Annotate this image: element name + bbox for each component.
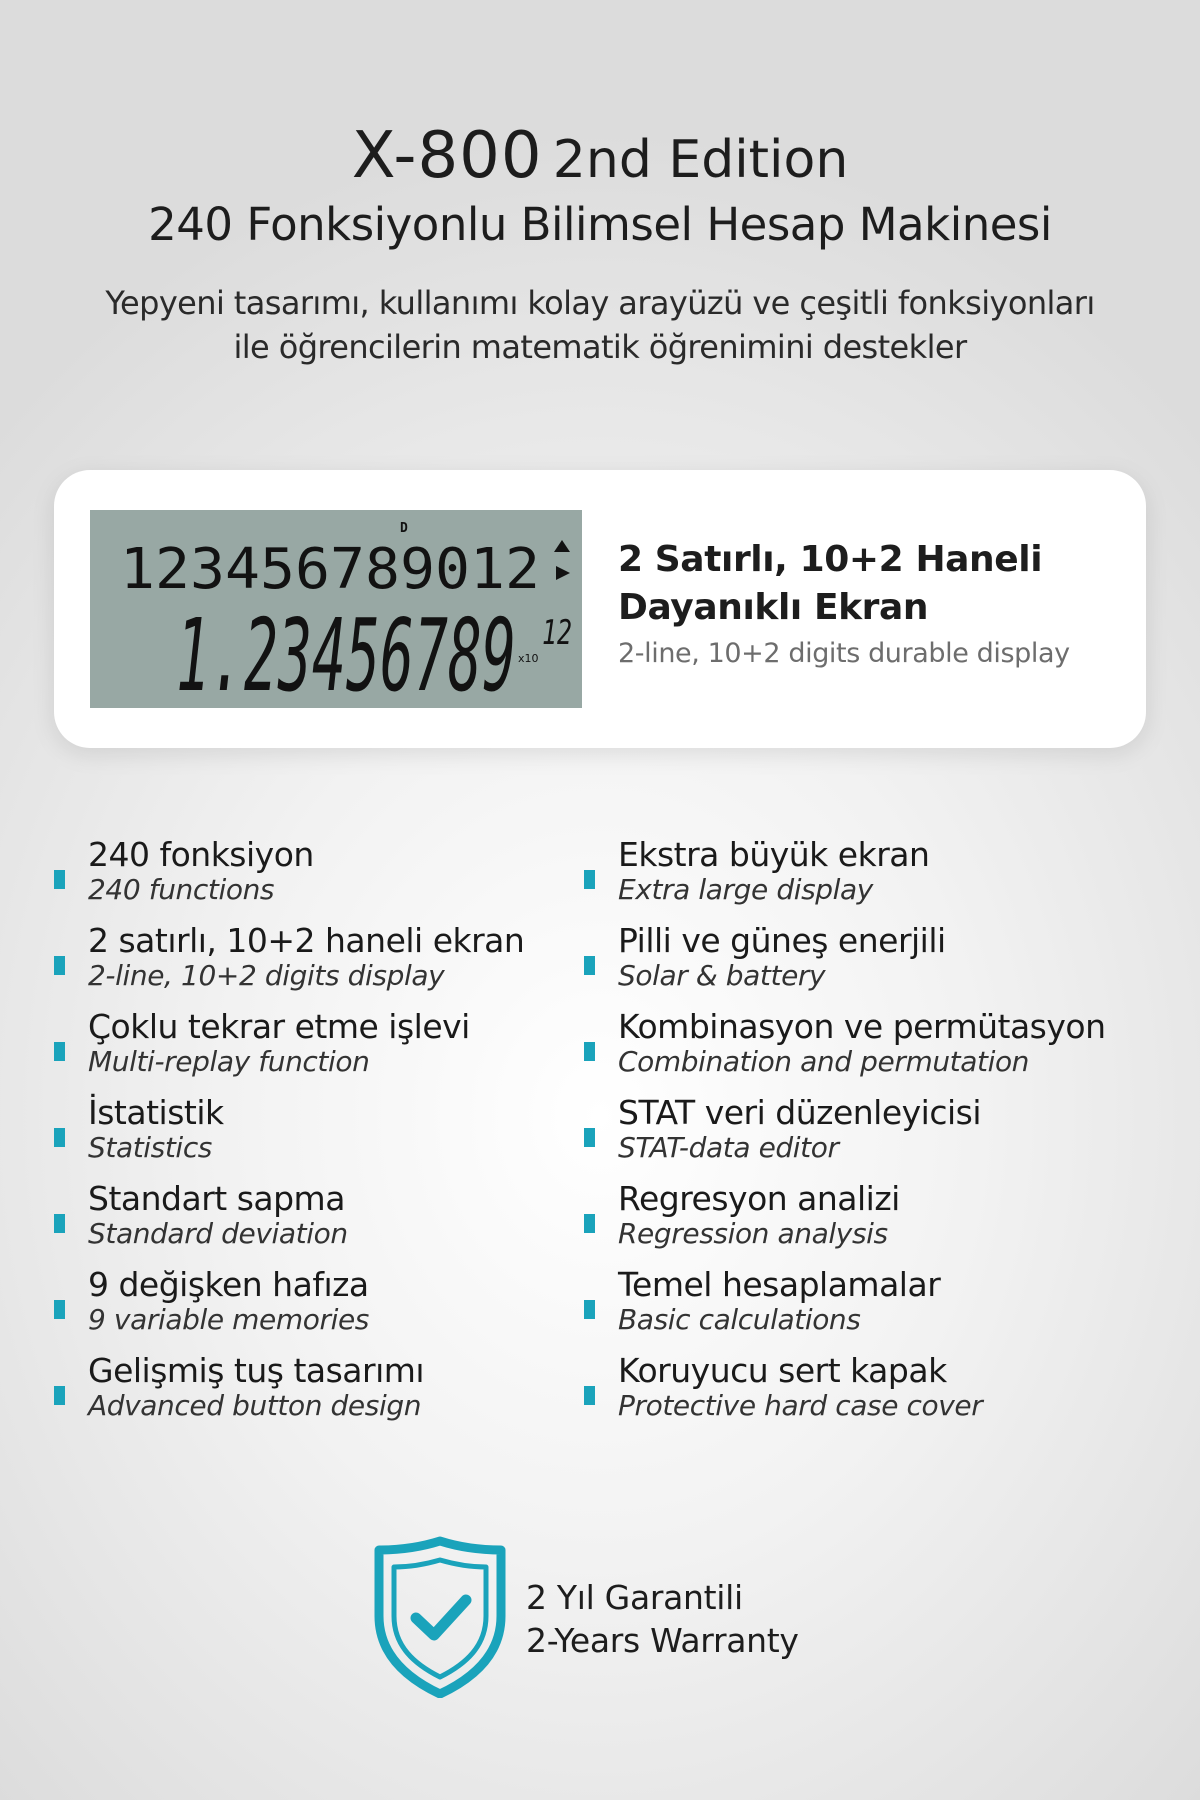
bullet-icon — [54, 1042, 65, 1061]
bullet-icon — [584, 1386, 595, 1405]
feature-title: Ekstra büyük ekran — [618, 835, 930, 874]
subtitle-line-2: ile öğrencilerin matematik öğrenimini destekler — [233, 327, 967, 366]
warranty-text — [526, 1576, 799, 1662]
warranty-line-2: 2-Years Warranty — [526, 1621, 799, 1660]
display-feature-info — [618, 536, 1118, 669]
feature-column-left — [54, 836, 524, 1438]
bullet-icon — [584, 1300, 595, 1319]
feature-translation: 9 variable memories — [88, 1303, 369, 1336]
bullet-icon — [54, 956, 65, 975]
feature-item — [584, 1180, 1106, 1266]
bullet-icon — [54, 1300, 65, 1319]
feature-item — [54, 1352, 524, 1438]
lcd-display-image — [90, 510, 582, 708]
feature-translation: Extra large display — [618, 873, 873, 906]
feature-title: İstatistik — [88, 1093, 224, 1132]
display-feature-card — [54, 470, 1146, 748]
product-name: 240 Fonksiyonlu Bilimsel Hesap Makinesi — [148, 197, 1052, 251]
feature-translation: Combination and permutation — [618, 1045, 1030, 1078]
feature-title: Pilli ve güneş enerjili — [618, 921, 946, 960]
lcd-line-1: 123456789012 — [120, 537, 540, 602]
feature-title: Regresyon analizi — [618, 1179, 900, 1218]
lcd-scroll-right-icon — [556, 566, 570, 580]
display-feature-subtitle: 2-line, 10+2 digits durable display — [618, 638, 1070, 669]
feature-item — [54, 1094, 524, 1180]
product-subtitle — [0, 281, 1200, 369]
feature-translation: Advanced button design — [88, 1389, 422, 1422]
bullet-icon — [54, 1214, 65, 1233]
feature-translation: 2-line, 10+2 digits display — [88, 959, 445, 992]
bullet-icon — [584, 956, 595, 975]
warranty-badge — [374, 1536, 874, 1706]
bullet-icon — [584, 1128, 595, 1147]
lcd-exponent: 12 — [542, 613, 572, 653]
feature-translation: Protective hard case cover — [618, 1389, 983, 1422]
feature-column-right — [584, 836, 1106, 1438]
model-name: X-800 — [351, 119, 543, 193]
lcd-multiplier: x10 — [518, 652, 539, 665]
bullet-icon — [54, 1128, 65, 1147]
feature-translation: Regression analysis — [618, 1217, 888, 1250]
feature-title: STAT veri düzenleyicisi — [618, 1093, 982, 1132]
lcd-line-2: 1.23456789 — [176, 597, 516, 708]
feature-title: Gelişmiş tuş tasarımı — [88, 1351, 425, 1390]
feature-title: Kombinasyon ve permütasyon — [618, 1007, 1106, 1046]
display-title-line-2: Dayanıklı Ekran — [618, 587, 929, 628]
feature-translation: Solar & battery — [618, 959, 826, 992]
warranty-line-1: 2 Yıl Garantili — [526, 1578, 743, 1617]
bullet-icon — [584, 870, 595, 889]
display-title-line-1: 2 Satırlı, 10+2 Haneli — [618, 539, 1043, 580]
header — [0, 120, 1200, 369]
display-feature-title — [618, 536, 1118, 632]
lcd-indicator: D — [400, 521, 408, 536]
feature-title: 2 satırlı, 10+2 haneli ekran — [88, 921, 525, 960]
feature-item — [584, 1352, 1106, 1438]
feature-title: 9 değişken hafıza — [88, 1265, 369, 1304]
feature-translation: Statistics — [88, 1131, 212, 1164]
feature-translation: 240 functions — [88, 873, 275, 906]
feature-item — [584, 922, 1106, 1008]
feature-title: Temel hesaplamalar — [618, 1265, 941, 1304]
feature-item — [54, 836, 524, 922]
shield-check-icon — [374, 1536, 506, 1698]
bullet-icon — [54, 870, 65, 889]
feature-translation: Basic calculations — [618, 1303, 861, 1336]
feature-item — [584, 1094, 1106, 1180]
feature-title: Standart sapma — [88, 1179, 345, 1218]
feature-title: Koruyucu sert kapak — [618, 1351, 947, 1390]
feature-translation: Multi-replay function — [88, 1045, 370, 1078]
feature-item — [584, 836, 1106, 922]
feature-item — [54, 922, 524, 1008]
feature-translation: Standard deviation — [88, 1217, 348, 1250]
page-title — [0, 120, 1200, 194]
bullet-icon — [584, 1214, 595, 1233]
feature-title: 240 fonksiyon — [88, 835, 314, 874]
feature-item — [584, 1008, 1106, 1094]
edition-label: 2nd Edition — [552, 130, 849, 190]
lcd-scroll-up-icon — [554, 540, 570, 552]
feature-item — [584, 1266, 1106, 1352]
feature-item — [54, 1180, 524, 1266]
feature-item — [54, 1008, 524, 1094]
feature-title: Çoklu tekrar etme işlevi — [88, 1007, 470, 1046]
feature-translation: STAT-data editor — [618, 1131, 839, 1164]
subtitle-line-1: Yepyeni tasarımı, kullanımı kolay arayüzü ve çeşitli fonksiyonları — [105, 283, 1095, 322]
feature-item — [54, 1266, 524, 1352]
bullet-icon — [584, 1042, 595, 1061]
bullet-icon — [54, 1386, 65, 1405]
